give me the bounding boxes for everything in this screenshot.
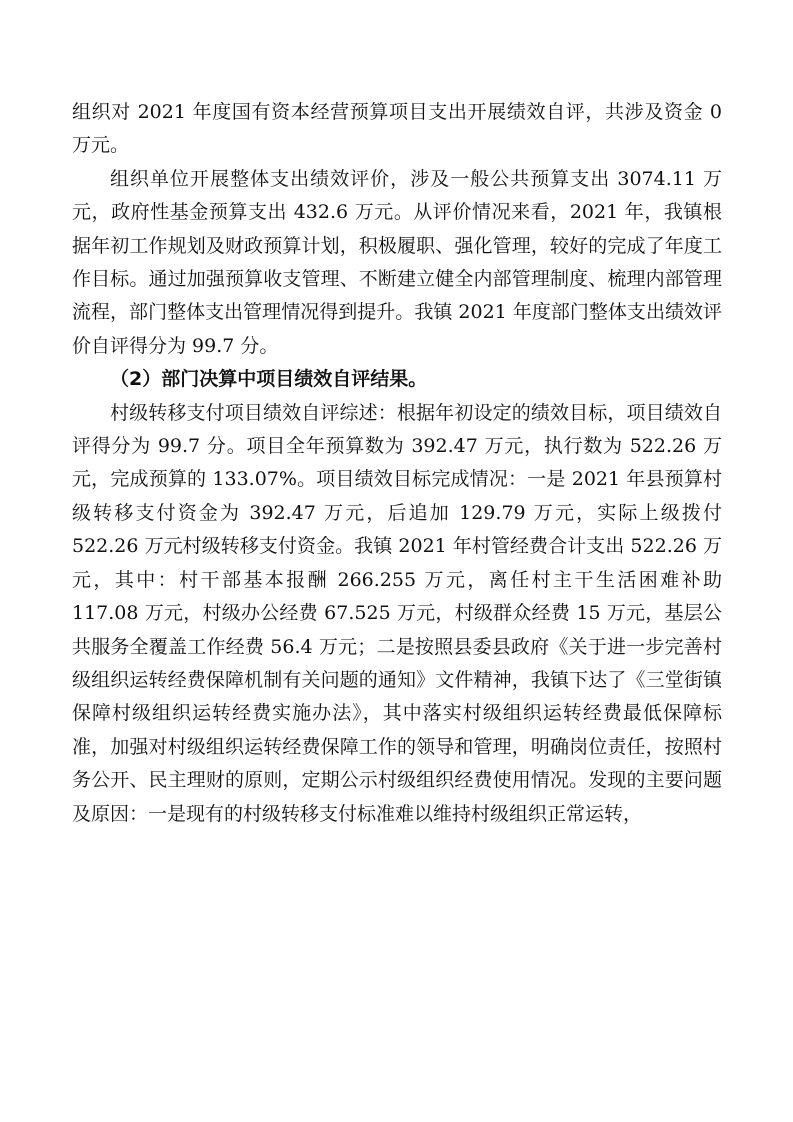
paragraph-project-evaluation: 村级转移支付项目绩效自评综述：根据年初设定的绩效目标，项目绩效自评得分为 99.7 分。项目全年预算数为 392.47 万元，执行数为 522.26 万元，完成预算的 133.07%。项目绩效目标完成情况：一是 2021 年县预算村级转移支付资金为 392.47 万元，后追加 129.79 万元，实际上级拨付 522.26 万元村级转移支付资金。我镇 2021 年村管经费合计支出 522.26 万元，其中：村干部基本报酬 266.255 万元，离任村主干生活困难补助 117.08 万元，村级办公经费 67.525 万元，村级群众经费 15 万元，基层公共服务全覆盖工作经费 56.4 万元；二是按照县委县政府《关于进一步完善村级组织运转经费保障机制有关问题的通知》文件精神，我镇下达了《三堂街镇保障村级组织运转经费实施办法》，其中落实村级组织运转经费最低保障标准，加强对村级组织运转经费保障工作的领导和管理，明确岗位责任，按照村务公开、民主理财的原则，定期公示村级组织经费使用情况。发现的主要问题及原因：一是现有的村级转移支付标准难以维持村级组织正常运转， [72,401,722,825]
paragraph-overall-evaluation: 组织单位开展整体支出绩效评价，涉及一般公共预算支出 3074.11 万元，政府性基金预算支出 432.6 万元。从评价情况来看，2021 年，我镇根据年初工作规划及财政预算计划，积极履职、强化管理，较好的完成了年度工作目标。通过加强预算收支管理、不断建立健全内部管理制度、梳理内部管理流程，部门整体支出管理情况得到提升。我镇 2021 年度部门整体支出绩效评价自评得分为 99.7 分。 [72,167,722,357]
section-heading: （2）部门决算中项目绩效自评结果。 [110,368,428,391]
paragraph-continuation: 组织对 2021 年度国有资本经营预算项目支出开展绩效自评，共涉及资金 0 万元。 [72,101,722,157]
document-body [72,96,722,831]
